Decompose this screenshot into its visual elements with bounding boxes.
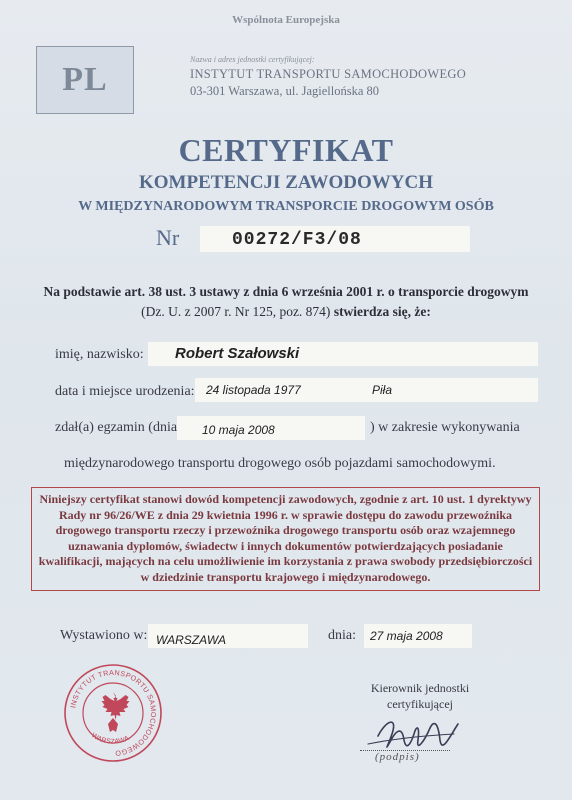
issue-place: WARSZAWA [156,633,227,647]
issue-date-label: dnia: [328,628,356,643]
official-stamp [62,662,164,764]
scope-text: międzynarodowego transportu drogowego osób pojazdami samochodowymi. [64,456,496,471]
legal-basis-part1: Na podstawie art. 38 ust. 3 ustawy z dnia 6 września 2001 r. o transporcie drogowym [43,284,529,299]
person-name: Robert Szałowski [175,345,300,362]
stamp-bottom-text: WARSZAWA [90,732,131,746]
legal-basis [40,282,532,322]
birth-date: 24 listopada 1977 [206,383,301,397]
certificate-subtitle: KOMPETENCJI ZAWODOWYCH [139,172,433,193]
exam-suffix: ) w zakresie wykonywania [370,420,520,435]
exam-date: 10 maja 2008 [202,423,275,437]
certificate-number: 00272/F3/08 [232,230,362,250]
birth-label: data i miejsce urodzenia: [55,384,195,399]
directive-notice: Niniejszy certyfikat stanowi dowód kompetencji zawodowych, zgodnie z art. 10 ust. 1 dyrektywy Rady nr 96/26/WE z dnia 29 kwietnia 1996 r. w sprawie dostępu do zawodu przewoźnika drogowego transportu rzeczy i przewoźnika drogowego transportu osób oraz wzajemnego uznawania dyplomów, świadectw i innych dokumentów potwierdzających posiadanie kwalifikacji, mających na celu umożliwienie im korzystania z prawa swobody przedsiębiorczości w dziedzinie transportu krajowego i międzynarodowego. [31,487,540,591]
stamp-ring-text: INSTYTUT TRANSPORTU SAMOCHODOWEGO [68,667,159,759]
issue-place-label: Wystawiono w: [60,628,148,643]
country-code-box [36,46,134,114]
certificate-title: CERTYFIKAT [178,132,394,168]
institution-label: Nazwa i adres jednostki certyfikującej: [190,55,315,64]
certificate-subtitle-2: W MIĘDZYNARODOWYM TRANSPORCIE DROGOWYM OSÓB [78,199,494,214]
eagle-emblem-icon [102,692,130,732]
eu-header: Wspólnota Europejska [232,14,340,26]
signatory-label-line1: Kierownik jednostki [370,681,470,695]
number-label: Nr [156,225,180,250]
legal-basis-part3: stwierdza się, że: [333,304,431,319]
legal-basis-part2: (Dz. U. z 2007 r. Nr 125, poz. 874) [141,304,334,319]
birth-place: Piła [372,383,393,397]
country-code: PL [62,61,108,98]
institution-name: INSTYTUT TRANSPORTU SAMOCHODOWEGO [190,67,467,81]
signature-caption: (podpis) [375,751,420,763]
signatory-label-line2: certyfikującej [387,697,453,711]
name-label: imię, nazwisko: [55,347,144,362]
issue-date: 27 maja 2008 [370,629,443,643]
institution-address: 03-301 Warszawa, ul. Jagiellońska 80 [190,84,379,98]
exam-label: zdał(a) egzamin (dnia [55,420,178,435]
